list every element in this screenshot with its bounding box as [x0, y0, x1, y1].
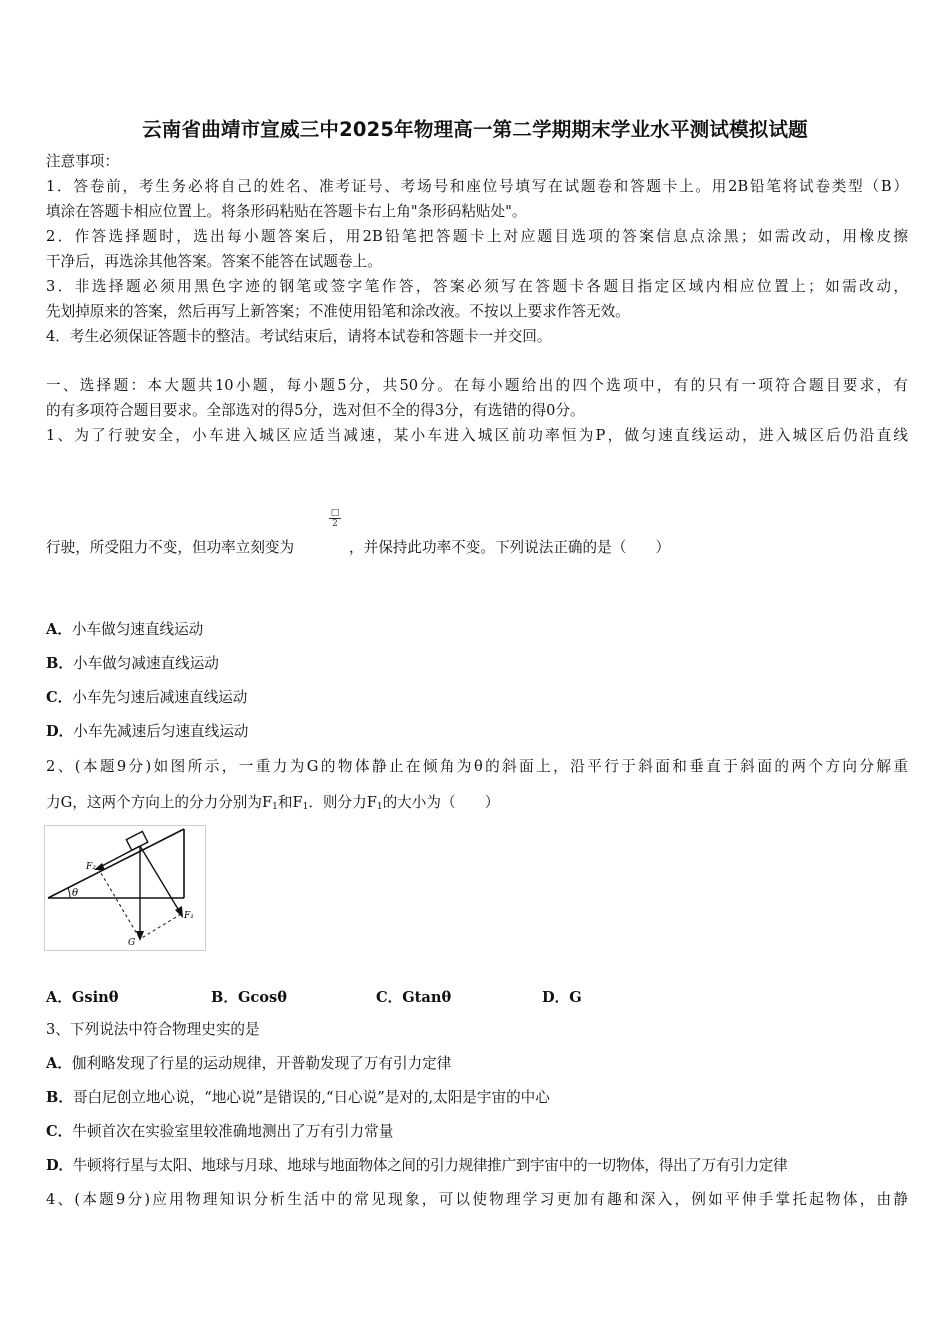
- question-2-line-1: 2、(本题9分)如图所示，一重力为G的物体静止在倾角为θ的斜面上，沿平行于斜面和垂直于斜面的两个方向分解重: [46, 758, 908, 775]
- gravity-arrowhead: [136, 931, 144, 941]
- fraction-p-over-2: [329, 508, 341, 529]
- question-3-option-d: [46, 1156, 908, 1176]
- force-arrow-f1: [140, 846, 181, 914]
- option-label: A．: [46, 989, 72, 1006]
- subscript-1: 1: [302, 802, 309, 812]
- question-1-option-d: [46, 722, 908, 742]
- question-1-option-b: [46, 654, 908, 674]
- option-text: Gsinθ: [71, 989, 119, 1006]
- option-text: Gcosθ: [237, 989, 287, 1006]
- notice-item-3-line-1: 3．非选择题必须用黑色字迹的钢笔或签字笔作答，答案必须写在答题卡各题目指定区域内相应位置上；如需改动，: [46, 278, 908, 295]
- option-text: 伽利略发现了行星的运动规律，开普勒发现了万有引力定律: [71, 1055, 452, 1072]
- q2-text-b: 和F: [277, 794, 303, 811]
- option-text: 小车做匀速直线运动: [71, 621, 204, 638]
- section-1-instructions-line-1: 一、选择题：本大题共10小题，每小题5分，共50分。在每小题给出的四个选项中，有的只有一项符合题目要求，有: [46, 377, 908, 394]
- theta-label: θ: [72, 888, 79, 899]
- f1-arrowhead: [175, 906, 183, 918]
- notice-item-2-line-2: 干净后，再选涂其他答案。答案不能答在试题卷上。: [46, 253, 382, 270]
- notice-item-4: 4．考生必须保证答题卡的整洁。考试结束后，请将本试卷和答题卡一并交回。: [46, 328, 552, 345]
- question-2-option-b: [211, 986, 287, 1007]
- subscript-1: 1: [376, 802, 383, 812]
- q2-text-c: ．则分力F: [308, 794, 377, 811]
- question-3-option-a: [46, 1054, 908, 1074]
- option-text: Gtanθ: [402, 989, 452, 1006]
- section-1-instructions-line-2: 的有多项符合题目要求。全部选对的得5分，选对但不全的得3分，有选错的得0分。: [46, 402, 585, 419]
- angle-arc: [68, 888, 70, 898]
- question-3-stem: 3、下列说法中符合物理史实的是: [46, 1021, 260, 1038]
- option-label: B．: [211, 989, 238, 1006]
- fraction-numerator: □: [330, 508, 340, 518]
- g-label: G: [128, 938, 136, 948]
- force-arrow-f2: [98, 846, 140, 868]
- subscript-1: 1: [272, 802, 278, 812]
- option-text: 小车先匀速后减速直线运动: [72, 689, 248, 706]
- q2-text-d: 的大小为（ ）: [382, 794, 500, 811]
- option-label: C．: [46, 689, 73, 706]
- option-text: 小车先减速后匀速直线运动: [73, 723, 249, 740]
- question-2-option-d: [542, 986, 582, 1007]
- question-2-option-a: [46, 986, 119, 1007]
- dashed-line-f2-to-g: [98, 868, 140, 939]
- option-text: 小车做匀减速直线运动: [72, 655, 219, 672]
- question-1-line-2a: 行驶，所受阻力不变，但功率立刻变为: [46, 539, 295, 556]
- notice-heading: 注意事项：: [46, 153, 119, 170]
- f2-label: F₂: [86, 862, 96, 872]
- option-label: D．: [46, 723, 74, 740]
- question-1-option-a: [46, 620, 908, 640]
- option-label: B．: [46, 1089, 73, 1106]
- exam-title: 云南省曲靖市宣威三中2025年物理高一第二学期期末学业水平测试模拟试题: [142, 118, 808, 141]
- option-label: A．: [46, 1055, 72, 1072]
- option-label: D．: [46, 1157, 73, 1174]
- f1-label: F₁: [184, 911, 194, 921]
- option-label: C．: [46, 1123, 73, 1140]
- fraction-denominator: 2: [332, 519, 338, 529]
- notice-item-3-line-2: 先划掉原来的答案，然后再写上新答案；不准使用铅笔和涂改液。不按以上要求作答无效。: [46, 303, 630, 320]
- question-1-line-1: 1、为了行驶安全，小车进入城区应适当减速，某小车进入城区前功率恒为P，做匀速直线运动，进入城区后仍沿直线: [46, 427, 908, 444]
- question-2-line-2: [46, 793, 908, 817]
- option-label: C．: [376, 989, 403, 1006]
- incline-line: [48, 829, 184, 898]
- question-2-option-c: [376, 986, 451, 1007]
- notice-item-1-line-2: 填涂在答题卡相应位置上。将条形码粘贴在答题卡右上角"条形码粘贴处"。: [46, 203, 527, 220]
- notice-item-1-line-1: 1．答卷前，考生务必将自己的姓名、准考证号、考场号和座位号填写在试题卷和答题卡上。用2B铅笔将试卷类型（B）: [46, 178, 908, 195]
- option-text: G: [569, 989, 582, 1006]
- option-text: 哥白尼创立地心说，“地心说”是错误的,“日心说”是对的,太阳是宇宙的中心: [72, 1089, 550, 1106]
- incline-force-diagram: [44, 825, 206, 951]
- notice-item-2-line-1: 2．作答选择题时，选出每小题答案后，用2B铅笔把答题卡上对应题目选项的答案信息点涂黑；如需改动，用橡皮擦: [46, 228, 908, 245]
- option-label: A．: [46, 621, 72, 638]
- question-1-option-c: [46, 688, 908, 708]
- question-3-option-c: [46, 1122, 908, 1142]
- option-text: 牛顿首次在实验室里较准确地测出了万有引力常量: [72, 1123, 394, 1140]
- q2-text-a: 力G，这两个方向上的分力分别为F: [46, 794, 273, 811]
- question-3-option-b: [46, 1088, 908, 1108]
- option-label: D．: [542, 989, 570, 1006]
- dashed-line-f1-to-g: [140, 914, 181, 939]
- option-text: 牛顿将行星与太阳、地球与月球、地球与地面物体之间的引力规律推广到宇宙中的一切物体，得出了万有引力定律: [72, 1157, 788, 1174]
- question-4-line-1: 4、(本题9分)应用物理知识分析生活中的常见现象，可以使物理学习更加有趣和深入，例如平伸手掌托起物体，由静: [46, 1191, 908, 1208]
- question-1-line-2b: ，并保持此功率不变。下列说法正确的是（ ）: [349, 539, 671, 556]
- question-2-options: [46, 986, 746, 1006]
- option-label: B．: [46, 655, 73, 672]
